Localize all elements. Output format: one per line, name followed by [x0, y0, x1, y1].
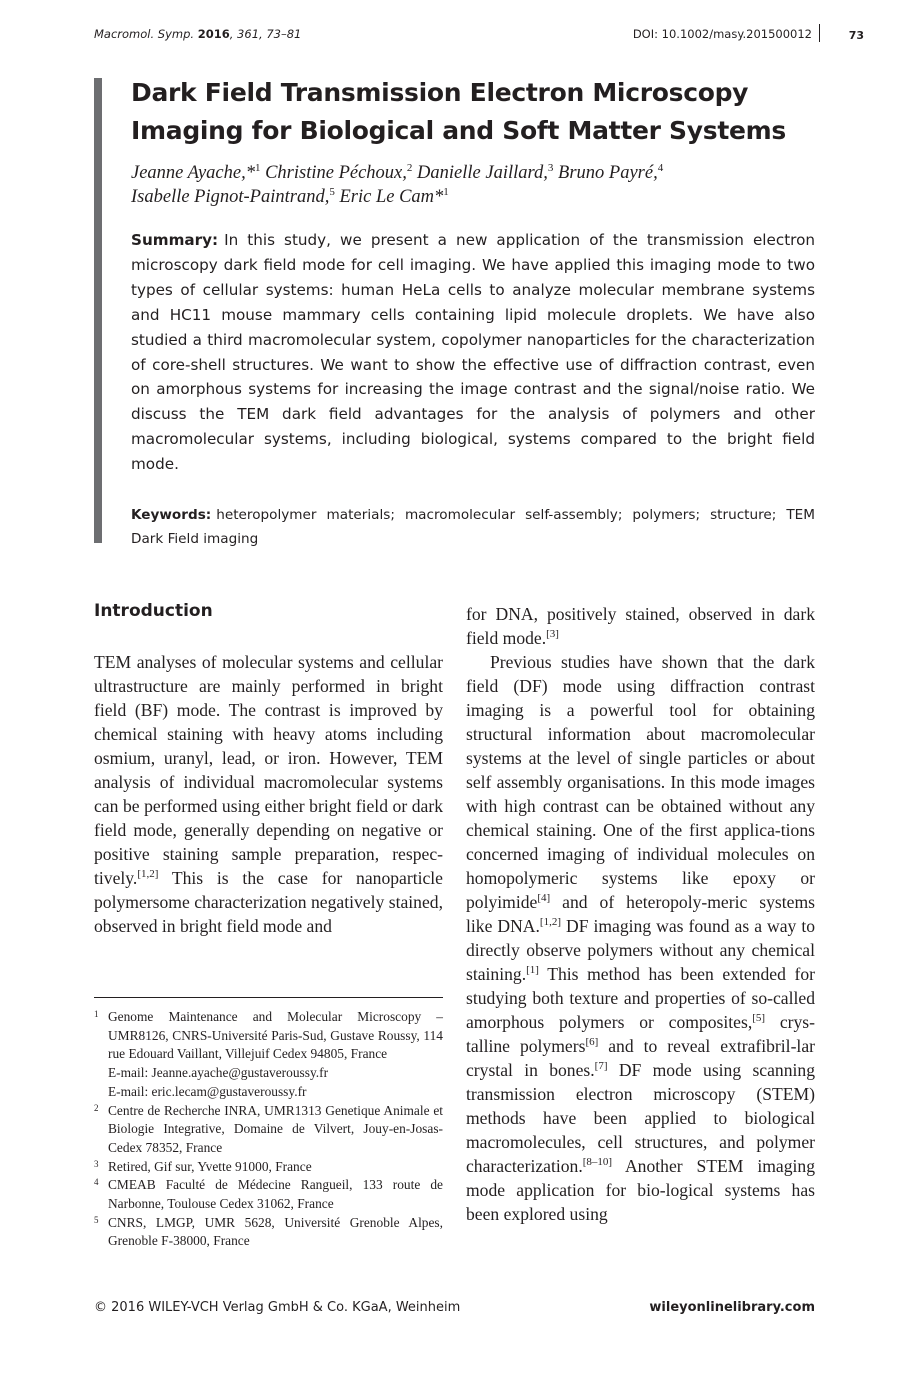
article-title [131, 74, 831, 150]
footnote-number: 4 [94, 1177, 99, 1188]
body-text-segment: DF imaging was found as a way to directly observe polymers without any chemical staining. [466, 916, 815, 984]
footnote-text: CMEAB Faculté de Médecine Rangueil, 133 route de Narbonne, Toulouse Cedex 31062, France [108, 1177, 443, 1212]
running-head [94, 24, 864, 46]
keywords-label: Keywords: [131, 507, 212, 523]
footnote-rule [94, 997, 443, 998]
keywords-text: heteropolymer materials; macromolecular self-assembly; polymers; structure; TEM Dark Field imaging [131, 507, 815, 547]
citation-ref: [1,2] [137, 868, 159, 881]
author-list [131, 161, 821, 209]
citation-ref: [3] [546, 628, 559, 641]
column-right [466, 602, 815, 1226]
journal-year: 2016 [197, 27, 230, 41]
author-name: Eric Le Cam* [339, 187, 444, 207]
footnote-number: 2 [94, 1102, 99, 1113]
intro-paragraph-1-end: This is the case for nanoparticle polymersome characterization negatively stained, observed in bright field mode and [94, 868, 443, 936]
doi: DOI: 10.1002/masy.201500012 [632, 27, 812, 41]
keywords [131, 503, 815, 551]
footnote [94, 1158, 443, 1177]
abstract-side-bar [94, 78, 102, 543]
publisher-website: wileyonlinelibrary.com [649, 1300, 815, 1315]
citation-ref: [1] [526, 964, 539, 977]
footnote-email: E-mail: Jeanne.ayache@gustaveroussy.fr [108, 1065, 329, 1081]
author-affiliation-mark: 3 [547, 161, 554, 174]
footnote-number: 3 [94, 1158, 99, 1169]
citation-ref: [5] [752, 1012, 766, 1025]
author-name: Isabelle Pignot-Paintrand, [131, 187, 330, 207]
author-affiliation-mark: 5 [329, 185, 335, 198]
author-name: Christine Péchoux, [265, 163, 407, 183]
intro-paragraph-1: TEM analyses of molecular systems and cellular ultrastructure are mainly performed in bright field (BF) mode. The contrast is improved by chemical staining with heavy atoms including osmium, uranyl, lead, or iron. However, TEM analysis of individual macromolecular systems can be performed using either bright field or dark field mode, generally depending on negative or positive staining sample preparation, respec-tively. [94, 652, 443, 888]
body-paragraph-continued [466, 602, 815, 650]
body-text-segment: This method has been extended for studying both texture and properties of so-called amorphous polymers or composites, [466, 964, 815, 1032]
intro-continuation: for DNA, positively stained, observed in dark field mode. [466, 604, 815, 648]
journal-name: Macromol. Symp. [94, 27, 195, 41]
footnote-text: CNRS, LMGP, UMR 5628, Université Grenoble Alpes, Grenoble F-38000, France [108, 1214, 443, 1249]
author-name: Danielle Jaillard, [417, 163, 548, 183]
body-text-segment: and of heteropoly-meric systems like DNA. [466, 892, 815, 936]
footnote-text: Retired, Gif sur, Yvette 91000, France [108, 1158, 312, 1174]
body-text-segment: Another STEM imaging mode application for bio-logical systems has been explored using [466, 1156, 815, 1224]
footnote-number: 5 [94, 1214, 99, 1225]
summary-label: Summary: [131, 231, 219, 249]
page-number-separator [819, 24, 821, 42]
abstract-summary [131, 228, 815, 477]
footnote-text: Centre de Recherche INRA, UMR1313 Genetique Animale et Biologie Integrative, Domaine de Vilvert, Jouy-en-Josas-Cedex 78352, France [108, 1102, 443, 1155]
body-paragraph [94, 650, 443, 938]
author-affiliation-mark: 1 [443, 185, 449, 198]
body-text-segment: and to reveal extrafibril-lar crystal in bones. [466, 1036, 815, 1080]
journal-citation [94, 27, 301, 41]
footnote-text: Genome Maintenance and Molecular Microscopy – UMR8126, CNRS-Université Paris-Sud, Gustave Roussy, 114 rue Edouard Vaillant, Villejuif Cedex 94805, France [108, 1009, 443, 1062]
citation-ref: [8–10] [582, 1156, 613, 1169]
footnote-number: 1 [94, 1009, 99, 1019]
footnote [94, 1102, 443, 1158]
author-name: Bruno Payré, [558, 163, 658, 183]
title-line-1: Dark Field Transmission Electron Microscopy [131, 78, 749, 107]
body-text-segment: DF mode using scanning transmission electron microscopy (STEM) methods have been applied to biological macromolecules, cell structures, and polymer characterization. [466, 1060, 816, 1176]
footnote-email: E-mail: eric.lecam@gustaveroussy.fr [108, 1083, 307, 1099]
title-line-2: Imaging for Biological and Soft Matter Systems [131, 116, 786, 145]
summary-text: In this study, we present a new application of the transmission electron microscopy dark field mode for cell imaging. We have applied this imaging mode to two types of cellular systems: human HeLa cells to analyze molecular membrane systems and HC11 mouse mammary cells containing lipid molecule droplets. We have also studied a third macromolecular system, copolymer nanoparticles for the characterization of core-shell structures. We want to show the effective use of diffraction contrast, even on amorphous systems for increasing the image contrast and the signal/noise ratio. We discuss the TEM dark field advantages for the analysis of polymers and other macromolecular systems, including biological, systems compared to the bright field mode. [131, 231, 815, 474]
section-heading-introduction: Introduction [94, 601, 213, 621]
citation-ref: [4] [537, 892, 551, 905]
citation-ref: [6] [585, 1036, 599, 1049]
column-left [94, 650, 443, 938]
citation-ref: [1,2] [539, 916, 561, 929]
author-affiliation-mark: 4 [657, 161, 664, 174]
page-number: 73 [848, 29, 864, 42]
author-name: Jeanne Ayache,* [131, 163, 255, 183]
author-affiliation-mark: 2 [406, 161, 413, 174]
author-affiliation-mark: 1 [254, 161, 261, 174]
citation-ref: [7] [594, 1060, 608, 1073]
body-paragraph [466, 650, 815, 1226]
footnote [94, 1008, 443, 1102]
journal-volume-pages: , 361, 73–81 [229, 27, 302, 41]
body-text-segment: Previous studies have shown that the dark field (DF) mode using diffraction contrast imaging is a powerful tool for obtaining structural information about macromolecular systems at the level of single particles or about self assembly organisations. In this mode images with high contrast can be obtained without any chemical staining. One of the first applica-tions concerned imaging of individual molecules on homopolymeric systems like epoxy or polyimide [466, 652, 815, 912]
footnote [94, 1214, 443, 1251]
copyright-notice: © 2016 WILEY-VCH Verlag GmbH & Co. KGaA, Weinheim [94, 1300, 461, 1315]
footnotes [94, 1008, 443, 1251]
footnote [94, 1176, 443, 1213]
body-text-segment: crys-talline polymers [466, 1012, 815, 1056]
